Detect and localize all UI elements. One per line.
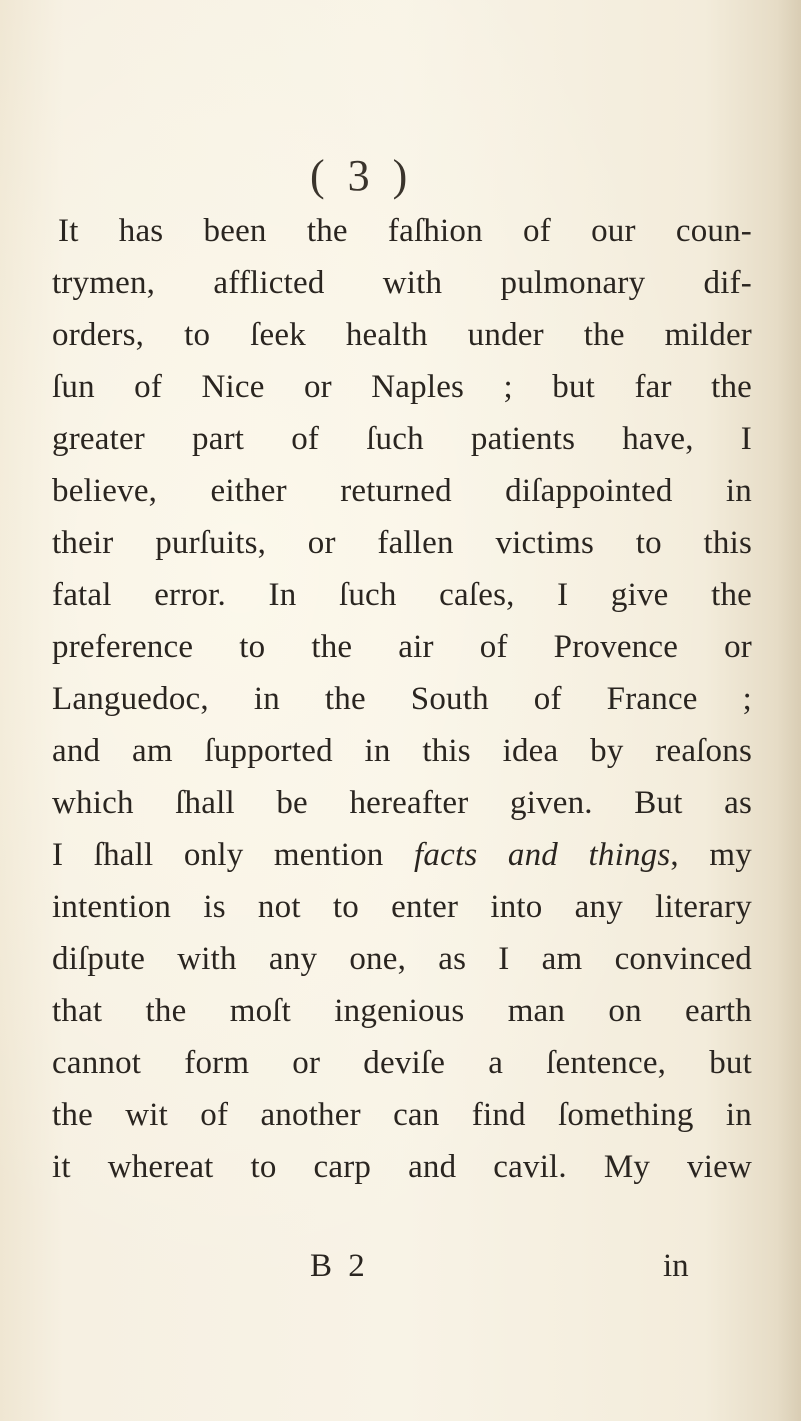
text-segment: I ſhall only mention (52, 837, 415, 873)
body-text (52, 205, 752, 1193)
text-line: cannot form or deviſe a ſentence, but (52, 1045, 752, 1081)
text-line-with-italic (52, 829, 752, 881)
text-line: it whereat to carp and cavil. My view (52, 1149, 752, 1185)
text-line: diſpute with any one, as I am convinced (52, 941, 752, 977)
text-line: orders, to ſeek health under the milder (52, 317, 752, 353)
text-line: intention is not to enter into any literary (52, 889, 752, 925)
page-number: ( 3 ) (310, 151, 414, 200)
text-line: greater part of ſuch patients have, I (52, 421, 752, 457)
text-line: the wit of another can find ſomething in (52, 1097, 752, 1133)
signature-mark: B 2 (310, 1248, 369, 1284)
text-line: ſun of Nice or Naples ; but far the (52, 369, 752, 405)
text-line: that the moſt ingenious man on earth (52, 993, 752, 1029)
text-line: preference to the air of Provence or (52, 629, 752, 665)
italic-phrase: facts and things (414, 837, 671, 873)
text-segment: , my (670, 837, 752, 873)
text-line: their purſuits, or fallen victims to this (52, 525, 752, 561)
page-footer (0, 1240, 801, 1292)
catchword: in (663, 1248, 689, 1284)
text-line: believe, either returned diſappointed in (52, 473, 752, 509)
text-line: fatal error. In ſuch caſes, I give the (52, 577, 752, 613)
text-line: which ſhall be hereafter given. But as (52, 785, 752, 821)
text-line: It has been the faſhion of our coun- (58, 213, 752, 249)
text-line: Languedoc, in the South of France ; (52, 681, 752, 717)
text-line: trymen, afflicted with pulmonary dif- (52, 265, 752, 301)
text-line: and am ſupported in this idea by reaſons (52, 733, 752, 769)
